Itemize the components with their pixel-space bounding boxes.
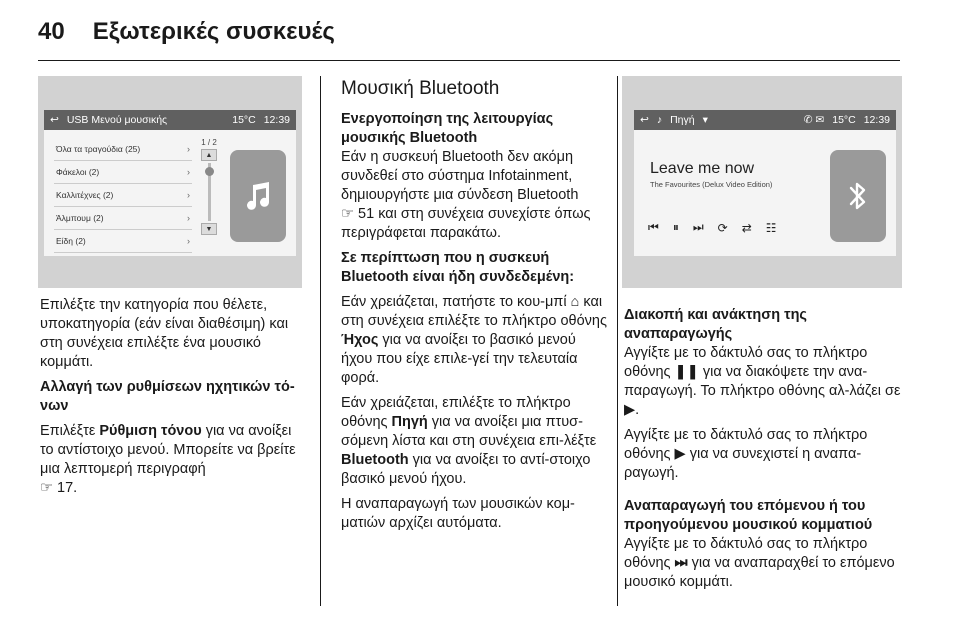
scroll-down-icon: ▼ [201,223,217,235]
list-item: Όλα τα τραγούδια (25) › [54,138,192,161]
music-note-icon [241,179,275,213]
chevron-right-icon: › [187,144,190,154]
column-divider-right [617,76,618,606]
section-heading: Αναπαραγωγή του επόμενου ή του προηγούμενου μουσικού κομματιού [624,498,873,533]
right-column-text [624,306,908,598]
music-note-tile [230,150,286,242]
bluetooth-player-screen [634,110,896,256]
bluetooth-icon [845,178,871,214]
left-column-text [40,296,308,504]
source-label: Πηγή [670,114,695,126]
section-heading: Διακοπή και ανάκτηση της αναπαραγωγής [624,307,807,342]
home-button-icon: ⌂ [570,294,580,310]
shuffle-icon: ⇄ [741,220,752,235]
equalizer-icon: ☷ [765,220,777,235]
repeat-icon: ⟳ [717,220,728,235]
back-icon: ↩ [50,114,59,126]
page-title: Εξωτερικές συσκευές [92,18,335,45]
temperature: 15°C [232,114,256,126]
back-icon: ↩ [640,114,649,126]
music-note-icon: ♪ [656,114,663,126]
usb-menu-titlebar [44,110,296,130]
chevron-right-icon: › [187,236,190,246]
status-icons: ✆ ✉ [803,114,825,126]
temperature: 15°C [832,114,856,126]
playback-controls [648,220,777,235]
next-track-icon: ⏭ [674,555,688,571]
chevron-right-icon: › [187,213,190,223]
paragraph: Εάν χρειάζεται, επιλέξτε το πλήκτρο οθόνης Πηγή για να ανοίξει μια πτυσ-σόμενη λίστα και στη συνέχεια επι-λέξτε Bluetooth για να ανοίξει το αντί-στοιχο βασικό μενού ήχου. [341,395,597,487]
section-heading: Αλλαγή των ρυθμίσεων ηχητικών τό-νων [40,379,295,414]
usb-menu-screenshot [38,76,302,288]
next-track-icon: ⏭ [692,220,704,234]
list-scrollbar [198,138,220,248]
previous-track-icon: ⏮ [648,220,659,234]
list-item: Άλμπουμ (2) › [54,207,192,230]
paragraph: Αγγίξτε με το δάκτυλό σας το πλήκτρο οθόνης ❚❚ για να διακόψετε την ανα-παραγωγή. Το πλήκτρο οθόνης αλ-λάζει σε ▶. [624,345,901,418]
paragraph: Εάν χρειάζεται, πατήστε το κου-μπί ⌂ και στη συνέχεια επιλέξτε το πλήκτρο οθόνης Ήχος για να ανοίξει το βασικό μενού ήχου που είχε επιλε-γεί την τελευταία φορά. [341,294,607,386]
paragraph: Η αναπαραγωγή των μουσικών κομ-ματιών αρχίζει αυτόματα. [341,496,575,531]
album-title: The Favourites (Delux Video Edition) [650,180,773,189]
chevron-right-icon: › [187,167,190,177]
column-divider-left [320,76,321,606]
scroll-knob [205,167,214,176]
section-heading: Σε περίπτωση που η συσκευή Bluetooth είναι ήδη συνδεδεμένη: [341,250,575,285]
clock: 12:39 [863,114,890,126]
list-item: Καλλιτέχνες (2) › [54,184,192,207]
page-number: 40 [38,18,65,45]
bluetooth-player-screenshot [622,76,902,288]
list-item: Είδη (2) › [54,230,192,253]
list-item: Φάκελοι (2) › [54,161,192,184]
usb-menu-title: USB Μενού μουσικής [66,114,168,126]
paragraph: Αγγίξτε με το δάκτυλό σας το πλήκτρο οθόνης ▶ για να συνεχιστεί η αναπα-ραγωγή. [624,427,868,481]
section-title: Μουσική Bluetooth [341,78,500,99]
paragraph: Επιλέξτε Ρύθμιση τόνου για να ανοίξει το αντίστοιχο μενού. Μπορείτε να βρείτε μια λεπτομερή περιγραφή ☞ 17. [40,423,296,496]
usb-category-list [54,138,192,253]
paragraph: Επιλέξτε την κατηγορία που θέλετε, υποκατηγορία (εάν είναι διαθέσιμη) και στη συνέχεια επιλέξτε ένα μουσικό κομμάτι. [40,297,289,370]
page-ref-icon: ☞ [40,480,53,496]
play-icon: ▶ [624,402,636,418]
clock: 12:39 [263,114,290,126]
chevron-right-icon: › [187,190,190,200]
paragraph: Αγγίξτε με το δάκτυλό σας το πλήκτρο οθόνης ⏭ για να αναπαραχθεί το επόμενο μουσικό κομμάτι. [624,536,895,590]
page-indicator: 1 / 2 [201,138,217,147]
header-rule [38,60,900,61]
track-title: Leave me now [650,160,755,177]
page-ref-icon: ☞ [341,206,354,222]
usb-menu-screen [44,110,296,256]
section-heading: Ενεργοποίηση της λειτουργίας μουσικής Bluetooth [341,111,554,146]
bluetooth-player-titlebar [634,110,896,130]
scroll-track [208,163,211,221]
middle-column-text: Μουσική Bluetooth Ενεργοποίηση της λειτουργίας μουσικής Bluetooth Εάν η συσκευή Bluetooth δεν ακόμη συνδεθεί στο σύστημα Infotainment, δημιουργήστε μια σύνδεση Bluetooth ☞ 51 και στη συνέχεια συνεχίστε όπως περιγράφεται παρακάτω. Σε περίπτωση που η συσκευή Bluetooth είναι ήδη συνδεδεμένη: Εάν χρειάζεται, πατήστε το κου-μπί ⌂ και στη συνέχεια επιλέξτε το πλήκτρο οθόνης Ήχος για να ανοίξει το βασικό μενού ήχου που είχε επιλε-γεί την τελευταία φορά. Εάν χρειάζεται, επιλέξτε το πλήκτρο οθόνης Πηγή για να ανοίξει μια πτυσ-σόμενη λίστα και στη συνέχεια επι-λέξτε Bluetooth για να ανοίξει το αντί-στοιχο βασικό μενού ήχου. Η αναπαραγωγή των μουσικών κομ-ματιών αρχίζει αυτόματα. [341,78,611,539]
pause-icon: ⏸ [672,220,679,234]
play-icon: ▶ [674,446,686,462]
pause-icon: ❚❚ [674,364,699,380]
bluetooth-tile [830,150,886,242]
page-header [38,18,335,46]
scroll-up-icon: ▲ [201,149,217,161]
chevron-down-icon: ▾ [702,114,708,126]
